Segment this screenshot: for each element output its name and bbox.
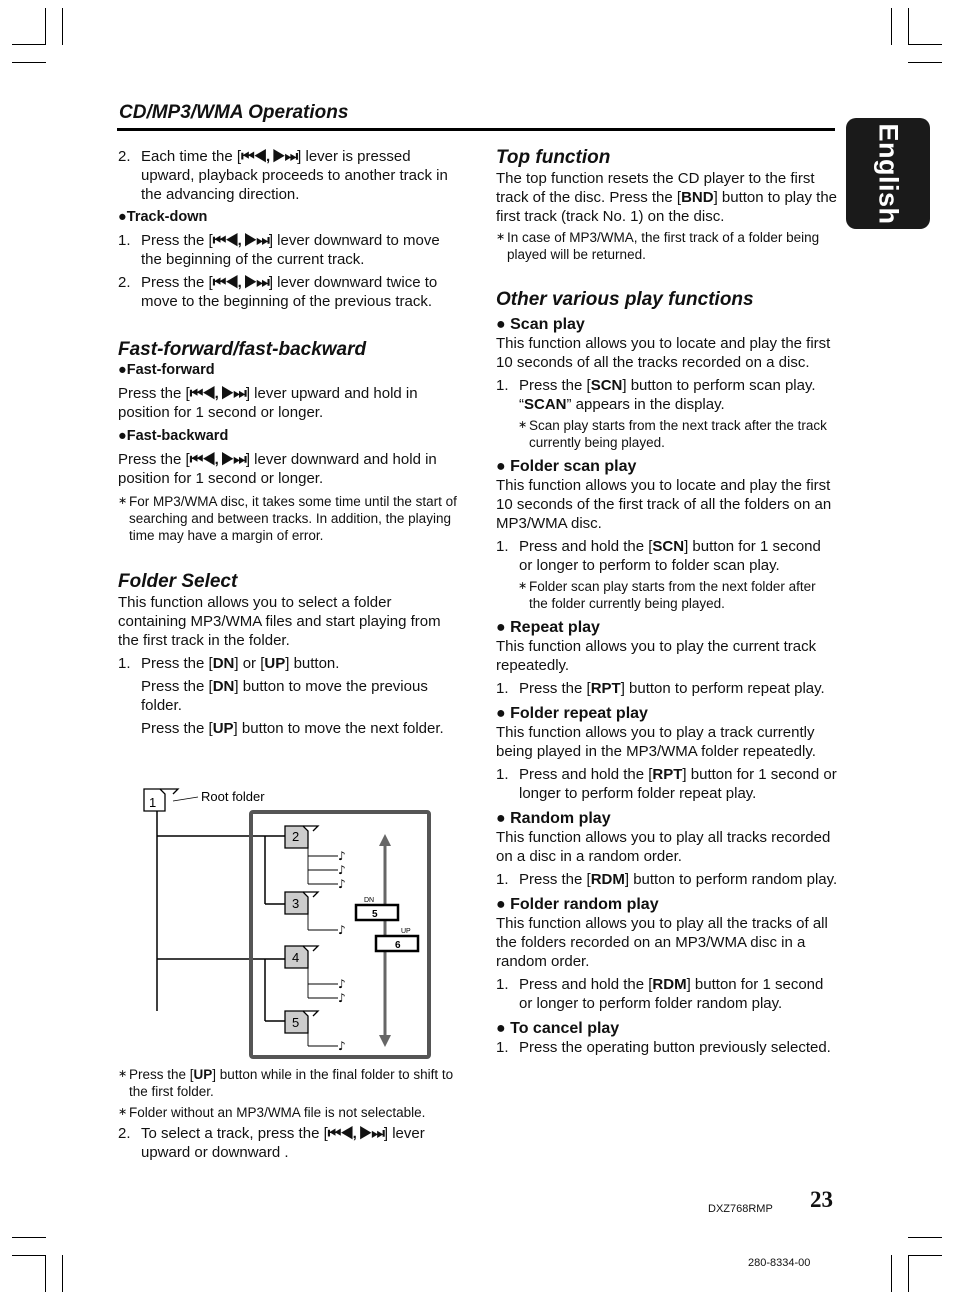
bullet-heading: ●Track-down [118, 209, 208, 225]
paragraph: This function allows you to select a folder containing MP3/WMA files and start playing from the first track in the folder. [118, 594, 441, 649]
subsection-title: Folder Select [118, 571, 238, 592]
page-number: 23 [810, 1187, 833, 1212]
paragraph: Press the [⏮◀, ▶⏭] lever upward and hold in position for 1 second or longer. [118, 385, 418, 421]
bullet-icon: ● [118, 428, 127, 444]
music-note-icon: ♪ [338, 1039, 346, 1053]
skip-lever-icon: ⏮◀, ▶⏭ [212, 232, 269, 249]
skip-lever-icon: ⏮◀, ▶⏭ [189, 385, 246, 402]
music-note-icon: ♪ [338, 991, 346, 1005]
folder-label-2: 2 [292, 829, 300, 844]
crop-mark [45, 8, 46, 45]
bullet-icon: ● [118, 209, 127, 225]
language-tab: English [846, 118, 930, 229]
bullet-heading: ● Folder random play [496, 896, 659, 913]
note: ∗ Folder scan play starts from the next folder after the folder currently being played. [518, 579, 816, 611]
paragraph: This function allows you to play all the tracks of all the folders recorded on an MP3/WMA disc in a random order. [496, 915, 828, 970]
bullet-heading: ● Scan play [496, 316, 585, 333]
right-column [496, 147, 838, 1057]
list-item: 1. Press the [⏮◀, ▶⏭] lever downward to move the beginning of the current track. [118, 232, 440, 268]
asterisk-icon: ∗ [518, 580, 528, 592]
paragraph: Press the [⏮◀, ▶⏭] lever downward and hold in position for 1 second or longer. [118, 451, 437, 487]
title-rule [117, 128, 835, 131]
bullet-heading: ● To cancel play [496, 1020, 620, 1037]
skip-lever-icon: ⏮◀, ▶⏭ [327, 1125, 384, 1142]
up-label: UP [401, 928, 411, 935]
list-item: 1. Press and hold the [RPT] button for 1 second or longer to perform folder repeat play. [496, 766, 837, 802]
dn-label: DN [364, 897, 375, 904]
bullet-icon: ● [496, 316, 506, 333]
bullet-icon: ● [496, 619, 506, 636]
subsection-title: Fast-forward/fast-backward [118, 339, 367, 360]
crop-mark [62, 1255, 63, 1292]
bullet-icon: ● [496, 896, 506, 913]
music-note-icon: ♪ [338, 877, 346, 891]
crop-mark [908, 1237, 942, 1238]
folder-label-5: 5 [292, 1015, 300, 1030]
paragraph: This function allows you to play all tracks recorded on a disc in a random order. [496, 829, 831, 865]
list-item: 2. Press the [⏮◀, ▶⏭] lever downward twice to move to the beginning of the previous track. [118, 274, 438, 310]
music-note-icon: ♪ [338, 849, 346, 863]
paragraph: This function allows you to locate and play the first 10 seconds of all the tracks recorded on a disc. [496, 335, 831, 371]
skip-lever-icon: ⏮◀, ▶⏭ [189, 451, 246, 468]
music-note-icon: ♪ [338, 923, 346, 937]
paragraph: This function allows you to locate and play the first 10 seconds of the first track of all the folders on an MP3/WMA disc. [496, 477, 832, 532]
model-number: DXZ768RMP [708, 1203, 773, 1215]
list-item: 1. Press the [RPT] button to perform repeat play. [496, 680, 825, 697]
list-item: 1. Press and hold the [SCN] button for 1 second or longer to perform to folder scan play. [496, 538, 821, 574]
bullet-heading: ●Fast-backward [118, 428, 229, 444]
bullet-heading: ● Folder scan play [496, 458, 637, 475]
crop-mark [12, 44, 46, 45]
crop-mark [12, 1237, 46, 1238]
bullet-icon: ● [496, 458, 506, 475]
subsection-title: Other various play functions [496, 289, 754, 310]
folder-label-1: 1 [149, 795, 157, 810]
bullet-icon: ● [496, 1020, 506, 1037]
bullet-icon: ● [496, 810, 506, 827]
bullet-icon: ● [118, 362, 127, 378]
note: ∗ For MP3/WMA disc, it takes some time until the start of searching and between tracks. In addition, the playing time may have a margin of error. [118, 494, 457, 543]
bullet-heading: ● Random play [496, 810, 611, 827]
music-note-icon: ♪ [338, 863, 346, 877]
folder-label-4: 4 [292, 950, 300, 965]
arrow-down-icon [379, 1035, 391, 1047]
bullet-heading: ● Repeat play [496, 619, 600, 636]
folder-tree-svg [140, 784, 440, 1062]
skip-lever-icon: ⏮◀, ▶⏭ [212, 274, 269, 291]
document-code: 280-8334-00 [748, 1257, 811, 1269]
list-item: 1. Press the [SCN] button to perform scan play. “SCAN” appears in the display. [496, 377, 816, 413]
bullet-icon: ● [496, 705, 506, 722]
crop-mark [908, 8, 909, 45]
crop-mark [45, 1255, 46, 1292]
bullet-heading: ●Fast-forward [118, 362, 215, 378]
crop-mark [908, 1255, 909, 1292]
crop-mark [908, 62, 942, 63]
paragraph: Press the [DN] button to move the previous folder. [141, 678, 428, 714]
root-folder-label: Root folder [201, 789, 265, 804]
folder-diagram [140, 784, 440, 1062]
crop-mark [908, 1255, 942, 1256]
section-title: CD/MP3/WMA Operations [119, 102, 349, 123]
paragraph: This function allows you to play the current track repeatedly. [496, 638, 817, 674]
asterisk-icon: ∗ [118, 1106, 128, 1118]
asterisk-icon: ∗ [118, 1068, 128, 1080]
list-item: 2. Each time the [⏮◀, ▶⏭] lever is pressed upward, playback proceeds to another track in the advancing direction. [118, 148, 448, 203]
crop-mark [891, 8, 892, 45]
note: ∗ In case of MP3/WMA, the first track of a folder being played will be returned. [496, 230, 820, 262]
left-column [118, 147, 463, 738]
bullet-heading: ● Folder repeat play [496, 705, 648, 722]
asterisk-icon: ∗ [496, 231, 506, 243]
note: ∗ Press the [UP] button while in the final folder to shift to the first folder. [118, 1067, 454, 1099]
list-item: 1. Press the operating button previously selected. [496, 1039, 831, 1056]
paragraph: Press the [UP] button to move the next folder. [141, 720, 444, 737]
arrow-up-icon [379, 834, 391, 846]
crop-mark [62, 8, 63, 45]
crop-mark [908, 44, 942, 45]
note: ∗ Scan play starts from the next track after the track currently being played. [518, 418, 827, 450]
music-note-icon: ♪ [338, 977, 346, 991]
skip-lever-icon: ⏮◀, ▶⏭ [241, 148, 298, 165]
dn-display-value: 5 [372, 909, 378, 920]
paragraph: This function allows you to play a track currently being played in the MP3/WMA folder repeatedly. [496, 724, 816, 760]
crop-mark [891, 1255, 892, 1292]
list-item: 1. Press and hold the [RDM] button for 1 second or longer to perform folder random play. [496, 976, 824, 1012]
up-display-value: 6 [395, 940, 401, 951]
folder-label-3: 3 [292, 896, 300, 911]
list-item: 1. Press the [DN] or [UP] button. [118, 655, 340, 672]
paragraph: The top function resets the CD player to the first track of the disc. Press the [BND] button to play the first track (track No. 1) on the disc. [496, 170, 837, 225]
list-item: 1. Press the [RDM] button to perform random play. [496, 871, 838, 888]
list-item: 2. To select a track, press the [⏮◀, ▶⏭] lever upward or downward . [118, 1125, 425, 1161]
asterisk-icon: ∗ [518, 419, 528, 431]
asterisk-icon: ∗ [118, 495, 128, 507]
crop-mark [12, 62, 46, 63]
crop-mark [12, 1255, 46, 1256]
note: ∗ Folder without an MP3/WMA file is not selectable. [118, 1105, 426, 1120]
left-column-lower [118, 1066, 463, 1162]
subsection-title: Top function [496, 147, 611, 168]
